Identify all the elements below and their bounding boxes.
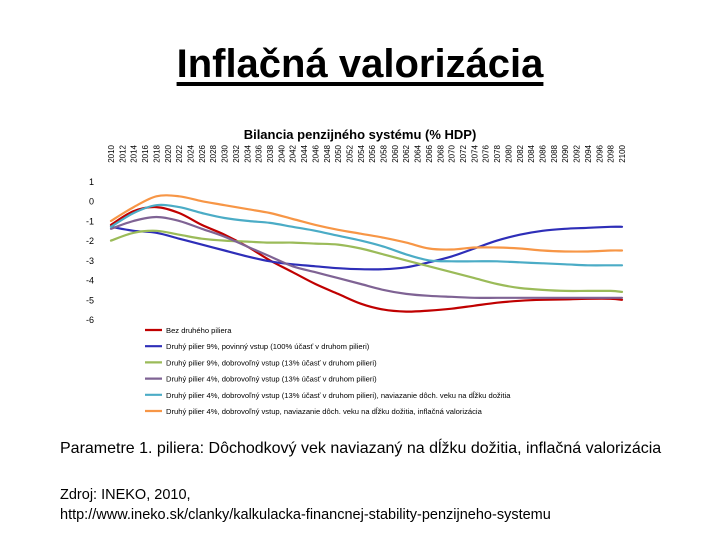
x-tick-label: 2018	[152, 145, 162, 163]
x-tick-label: 2034	[243, 145, 253, 163]
y-tick-label: -4	[85, 275, 94, 286]
legend-label-5: Druhý pilier 4%, dobrovoľný vstup (13% účasť v druhom pilieri), naviazanie dôch. veku na dĺžku dožitia	[166, 390, 511, 400]
caption: Parametre 1. piliera: Dôchodkový vek naviazaný na dĺžku dožitia, inflačná valorizácia	[60, 440, 662, 457]
x-tick-label: 2054	[356, 145, 366, 163]
page-title: Inflačná valorizácia	[176, 42, 544, 86]
x-tick-label: 2074	[470, 145, 480, 163]
x-tick-label: 2072	[459, 145, 469, 163]
series-line-4	[111, 217, 622, 298]
x-tick-label: 2066	[424, 145, 434, 163]
x-tick-label: 2042	[288, 145, 298, 163]
x-tick-label: 2084	[527, 145, 537, 163]
x-tick-label: 2078	[493, 145, 503, 163]
y-tick-label: 0	[88, 196, 94, 207]
y-tick-label: -1	[85, 216, 94, 227]
x-tick-label: 2050	[334, 145, 344, 163]
x-tick-label: 2058	[379, 145, 389, 163]
x-tick-label: 2052	[345, 145, 355, 163]
legend-label-6: Druhý pilier 4%, dobrovoľný vstup, naviazanie dôch. veku na dĺžku dožitia, inflačná valorizácia	[166, 407, 482, 416]
x-tick-label: 2048	[322, 145, 332, 163]
x-tick-label: 2014	[129, 145, 139, 163]
x-tick-label: 2046	[311, 145, 321, 163]
x-tick-label: 2016	[141, 145, 151, 163]
x-tick-label: 2094	[583, 145, 593, 163]
x-tick-label: 2092	[572, 145, 582, 163]
legend-label-4: Druhý pilier 4%, dobrovoľný vstup (13% účasť v druhom pilieri)	[166, 374, 377, 384]
y-tick-label: -5	[85, 295, 94, 306]
x-tick-label: 2056	[368, 145, 378, 163]
x-tick-label: 2080	[504, 145, 514, 163]
x-tick-label: 2070	[447, 145, 457, 163]
x-tick-label: 2100	[618, 145, 627, 163]
chart-title: Bilancia penzijného systému (% HDP)	[243, 127, 477, 142]
x-tick-label: 2060	[390, 145, 400, 163]
x-tick-label: 2022	[175, 145, 185, 163]
legend-label-3: Druhý pilier 9%, dobrovoľný vstup (13% účasť v druhom pilieri)	[166, 358, 377, 368]
y-tick-label: 1	[88, 177, 94, 187]
legend-label-2: Druhý pilier 9%, povinný vstup (100% účasť v druhom pilieri)	[166, 342, 370, 352]
x-tick-label: 2096	[595, 145, 605, 163]
x-tick-label: 2038	[265, 145, 275, 163]
x-tick-label: 2032	[231, 145, 241, 163]
x-tick-label: 2024	[186, 145, 196, 163]
x-tick-label: 2028	[209, 145, 219, 163]
x-tick-label: 2030	[220, 145, 230, 163]
source-link[interactable]: http://www.ineko.sk/clanky/kalkulacka-financnej-stability-penzijneho-systemu	[60, 507, 551, 523]
x-tick-label: 2040	[277, 145, 287, 163]
x-tick-label: 2086	[538, 145, 548, 163]
x-tick-label: 2098	[606, 145, 616, 163]
x-tick-label: 2026	[197, 145, 207, 163]
x-tick-label: 2020	[163, 145, 173, 163]
x-tick-label: 2010	[107, 145, 116, 163]
legend-label-1: Bez druhého piliera	[166, 326, 232, 335]
y-tick-label: -3	[85, 255, 94, 266]
x-tick-label: 2062	[402, 145, 412, 163]
x-tick-label: 2088	[549, 145, 559, 163]
x-tick-label: 2068	[436, 145, 446, 163]
x-tick-label: 2090	[561, 145, 571, 163]
source-label: Zdroj: INEKO, 2010,	[60, 487, 191, 503]
x-tick-label: 2012	[118, 145, 128, 163]
x-tick-label: 2076	[481, 145, 491, 163]
y-tick-label: -2	[85, 236, 94, 247]
x-tick-label: 2082	[515, 145, 525, 163]
x-tick-label: 2064	[413, 145, 423, 163]
y-tick-label: -6	[85, 315, 94, 325]
x-tick-label: 2044	[300, 145, 310, 163]
x-tick-label: 2036	[254, 145, 264, 163]
